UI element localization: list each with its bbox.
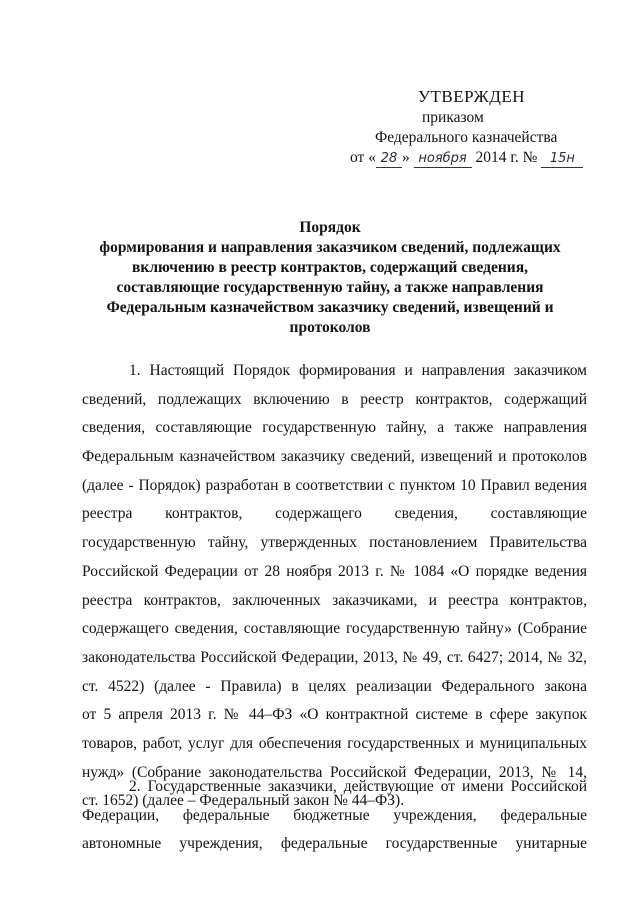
text-line: ст. 1652) (далее – Федеральный закон № 44–ФЗ). [82,792,405,810]
text-line: 1. Настоящий Порядок формирования и направления заказчиком [129,362,587,379]
text-line: реестра контрактов, содержащего сведения, составляющие [82,505,587,523]
text-line: законодательства Российской Федерации, 2013, № 49, ст. 6427; 2014, № 32, [82,648,587,666]
text-line: сведения, составляющие государственную тайну, а также направления [82,419,587,437]
text-line: содержащего сведения, составляющие государственную тайну» (Собрание [82,620,587,638]
text-line: Федеральным казначейством заказчику сведений, извещений и протоколов [82,448,587,466]
text-line: (далее - Порядок) разработан в соответствии с пунктом 10 Правил ведения [82,476,587,494]
approval-issuer: Федерального казначейства [375,129,558,146]
text-line: Федерации, федеральные бюджетные учреждения, федеральные [82,806,587,824]
approval-order-label: приказом [422,109,484,126]
text-line: автономные учреждения, федеральные государственные унитарные [82,835,587,853]
handwritten-order-number: 15н [541,151,583,168]
date-prefix: от « [350,149,376,166]
approval-title: УТВЕРЖДЕН [418,87,525,106]
heading-line: Федеральным казначейством заказчику сведений, извещений и [106,299,554,316]
text-line: сведений, подлежащих включению в реестр контрактов, содержащий [82,390,587,408]
text-line: государственную тайну, утвержденных постановлением Правительства [82,534,587,552]
date-mid: » [401,149,410,166]
handwritten-day: 28 [376,151,402,168]
heading-line: Порядок [299,219,361,236]
paragraph-2 [82,773,587,859]
text-line: ст. 4522) (далее - Правила) в целях реализации Федерального закона [82,677,587,695]
handwritten-month: ноября [414,151,472,168]
document-heading [80,218,580,338]
heading-line: составляющие государственную тайну, а также направления [116,279,544,296]
heading-line: формирования и направления заказчиком сведений, подлежащих [99,239,561,256]
text-line: 2. Государственные заказчики, действующие от имени Российской [129,778,587,795]
text-line: реестра контрактов, заключенных заказчиками, и реестра контрактов, [82,591,587,609]
approval-date-line [350,147,583,168]
heading-line: протоколов [289,319,371,336]
text-line: Российской Федерации от 28 ноября 2013 г. № 1084 «О порядке ведения [82,562,587,580]
text-line: от 5 апреля 2013 г. № 44–ФЗ «О контрактной системе в сфере закупок [82,706,587,724]
text-line: товаров, работ, услуг для обеспечения государственных и муниципальных [82,734,587,752]
paragraph-1 [82,357,587,816]
date-year: 2014 г. № [475,149,538,166]
text-line: нужд» (Собрание законодательства Российской Федерации, 2013, № 14, [82,763,587,781]
heading-line: включению в реестр контрактов, содержащий сведения, [132,259,528,276]
